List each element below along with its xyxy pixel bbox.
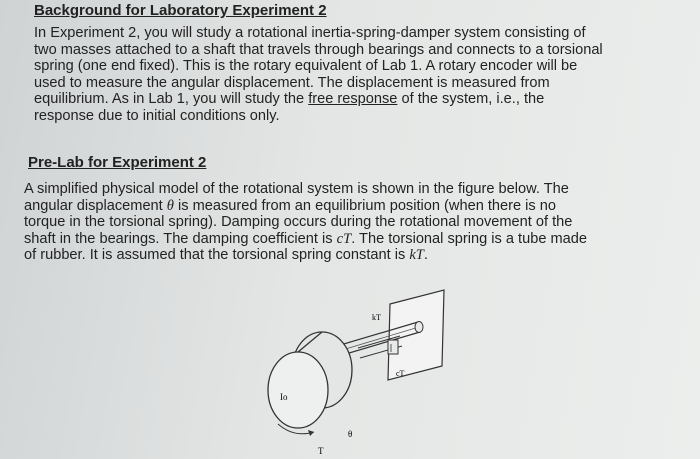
damping-symbol: cT — [336, 230, 352, 247]
disk-front-face — [268, 352, 328, 428]
prelab-heading: Pre-Lab for Experiment 2 — [28, 154, 207, 171]
background-heading: Background for Laboratory Experiment 2 — [34, 2, 327, 19]
prelab-line-5a: of rubber. It is assumed that the torsional spring constant is — [24, 247, 410, 264]
background-line-6: response due to initial conditions only. — [34, 107, 280, 124]
prelab-line-3: torque in the torsional spring). Damping occurs during the rotational movement of the — [24, 214, 573, 231]
prelab-line-2b: is measured from an equilibrium position (when there is no — [173, 197, 557, 214]
prelab-line-2 — [24, 198, 684, 215]
background-line-2: two masses attached to a shaft that travels through bearings and connects to a torsional — [34, 41, 603, 58]
background-line-5a: equilibrium. As in Lab 1, you will study the — [34, 91, 309, 108]
prelab-line-4 — [24, 231, 684, 248]
background-line-5 — [34, 91, 684, 108]
torque-label: T — [318, 446, 324, 456]
prelab-line-2a: angular displacement — [24, 197, 167, 214]
prelab-line-5 — [24, 247, 684, 264]
inertia-label: Io — [280, 392, 288, 402]
spring-constant-symbol: kT — [409, 247, 424, 264]
background-line-5b: of the system, i.e., the — [397, 91, 545, 108]
prelab-line-1: A simplified physical model of the rotational system is shown in the figure below. The — [24, 181, 569, 197]
damping-label: cT — [396, 369, 405, 378]
background-line-1: In Experiment 2, you will study a rotational inertia-spring-damper system consisting of — [34, 25, 586, 41]
fixed-wall-plate — [388, 290, 444, 380]
spring-constant-label: kT — [372, 313, 381, 322]
damper-bearing — [388, 340, 398, 354]
free-response-term: free response — [308, 91, 398, 108]
shaft-end — [415, 322, 423, 333]
prelab-paragraph — [24, 181, 684, 264]
prelab-line-4a: shaft in the bearings. The damping coefficient is — [24, 230, 337, 247]
prelab-line-5b: . — [423, 247, 428, 264]
prelab-line-4b: . The torsional spring is a tube made — [351, 230, 587, 247]
rotational-system-figure — [250, 282, 450, 459]
theta-label: θ — [348, 429, 353, 439]
background-line-3: spring (one end fixed). This is the rotary equivalent of Lab 1. A rotary encoder will be — [34, 58, 578, 75]
background-paragraph — [34, 25, 684, 125]
background-line-4: used to measure the angular displacement. The displacement is measured from — [34, 74, 550, 91]
theta-symbol: θ — [166, 197, 174, 214]
